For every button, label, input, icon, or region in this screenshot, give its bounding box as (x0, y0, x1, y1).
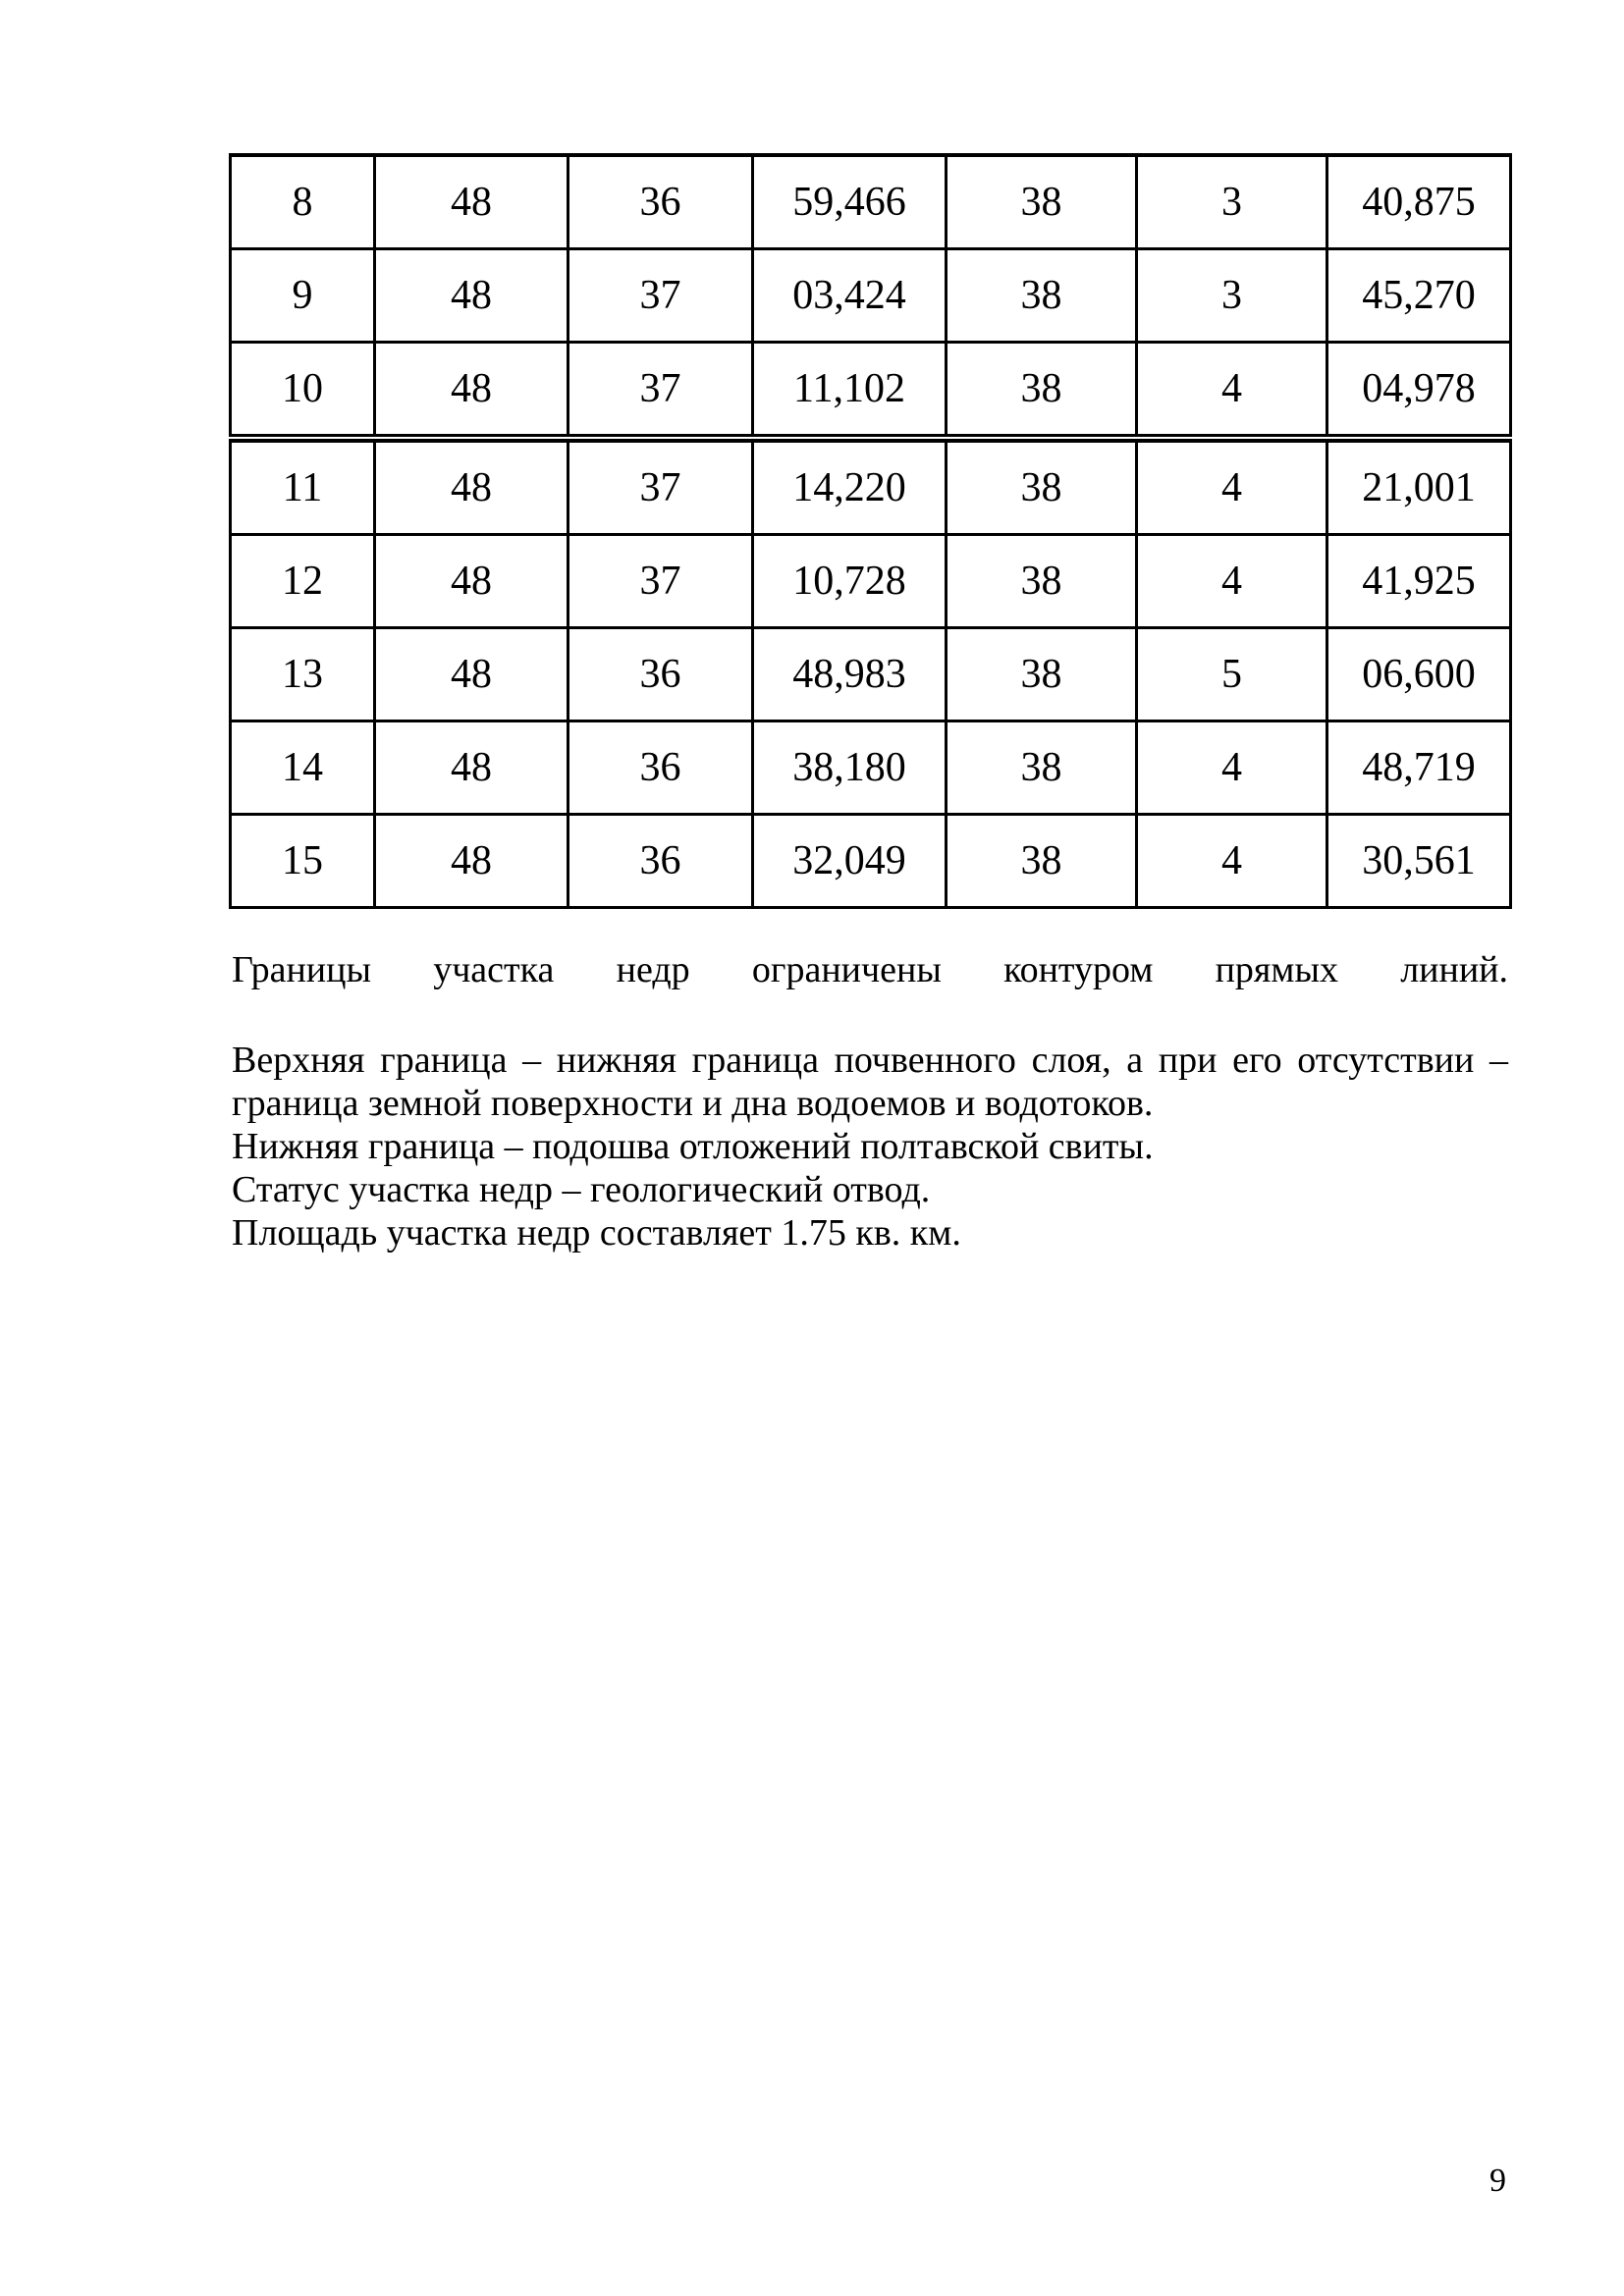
table-cell: 36 (568, 155, 753, 249)
table-cell: 03,424 (753, 249, 947, 343)
table-cell: 9 (231, 249, 375, 343)
table-cell: 37 (568, 249, 753, 343)
table-cell: 36 (568, 721, 753, 815)
table-cell: 37 (568, 535, 753, 628)
table-cell: 4 (1137, 441, 1327, 535)
table-cell: 48 (375, 155, 568, 249)
table-cell: 11 (231, 441, 375, 535)
table-cell: 48,719 (1327, 721, 1511, 815)
table-cell: 36 (568, 628, 753, 721)
table-cell: 10,728 (753, 535, 947, 628)
table-row (231, 628, 1511, 721)
table-row (231, 155, 1511, 249)
table-cell: 14,220 (753, 441, 947, 535)
upper-boundary-line-2: граница земной поверхности и дна водоемов и водотоков. (232, 1083, 1154, 1124)
table-cell: 3 (1137, 249, 1327, 343)
table-cell: 59,466 (753, 155, 947, 249)
table-cell: 06,600 (1327, 628, 1511, 721)
table-cell: 37 (568, 441, 753, 535)
table-cell: 38 (947, 535, 1137, 628)
table-row (231, 535, 1511, 628)
paragraph-upper-boundary (232, 1039, 1508, 1125)
table-cell: 11,102 (753, 343, 947, 436)
table-cell: 38 (947, 249, 1137, 343)
table-cell: 48 (375, 249, 568, 343)
table-cell: 41,925 (1327, 535, 1511, 628)
table-cell: 13 (231, 628, 375, 721)
table-cell: 3 (1137, 155, 1327, 249)
table-cell: 4 (1137, 815, 1327, 908)
coordinates-table-lower (229, 439, 1512, 909)
table-cell: 48 (375, 815, 568, 908)
table-cell: 48 (375, 441, 568, 535)
table-cell: 8 (231, 155, 375, 249)
table-cell: 38,180 (753, 721, 947, 815)
table-cell: 48 (375, 628, 568, 721)
table-cell: 48 (375, 343, 568, 436)
table-cell: 04,978 (1327, 343, 1511, 436)
table-cell: 38 (947, 628, 1137, 721)
table-cell: 38 (947, 155, 1137, 249)
table-cell: 12 (231, 535, 375, 628)
table-cell: 5 (1137, 628, 1327, 721)
table-cell: 40,875 (1327, 155, 1511, 249)
paragraph-status: Статус участка недр – геологический отвод. (232, 1169, 931, 1210)
coordinates-table-upper (229, 153, 1512, 437)
paragraph-boundaries: Границы участка недр ограничены контуром прямых линий. (232, 949, 1508, 990)
table-cell: 48,983 (753, 628, 947, 721)
table-cell: 48 (375, 721, 568, 815)
table-cell: 38 (947, 343, 1137, 436)
table-cell: 4 (1137, 535, 1327, 628)
table-row (231, 343, 1511, 436)
page-number: 9 (1489, 2163, 1506, 2199)
table-row (231, 441, 1511, 535)
upper-boundary-line-1: Верхняя граница – нижняя граница почвенного слоя, а при его отсутствии – (232, 1040, 1508, 1081)
table-cell: 37 (568, 343, 753, 436)
table-cell: 48 (375, 535, 568, 628)
table-row (231, 249, 1511, 343)
body-text (232, 948, 1508, 1255)
table-cell: 45,270 (1327, 249, 1511, 343)
table-cell: 10 (231, 343, 375, 436)
table-row (231, 721, 1511, 815)
table-cell: 4 (1137, 343, 1327, 436)
table-cell: 15 (231, 815, 375, 908)
table-cell: 38 (947, 721, 1137, 815)
table-cell: 38 (947, 441, 1137, 535)
paragraph-lower-boundary: Нижняя граница – подошва отложений полтавской свиты. (232, 1126, 1154, 1167)
table-cell: 36 (568, 815, 753, 908)
table-row (231, 815, 1511, 908)
table-cell: 14 (231, 721, 375, 815)
table-cell: 21,001 (1327, 441, 1511, 535)
table-cell: 4 (1137, 721, 1327, 815)
table-cell: 30,561 (1327, 815, 1511, 908)
table-cell: 38 (947, 815, 1137, 908)
table-cell: 32,049 (753, 815, 947, 908)
paragraph-area: Площадь участка недр составляет 1.75 кв. км. (232, 1212, 961, 1254)
